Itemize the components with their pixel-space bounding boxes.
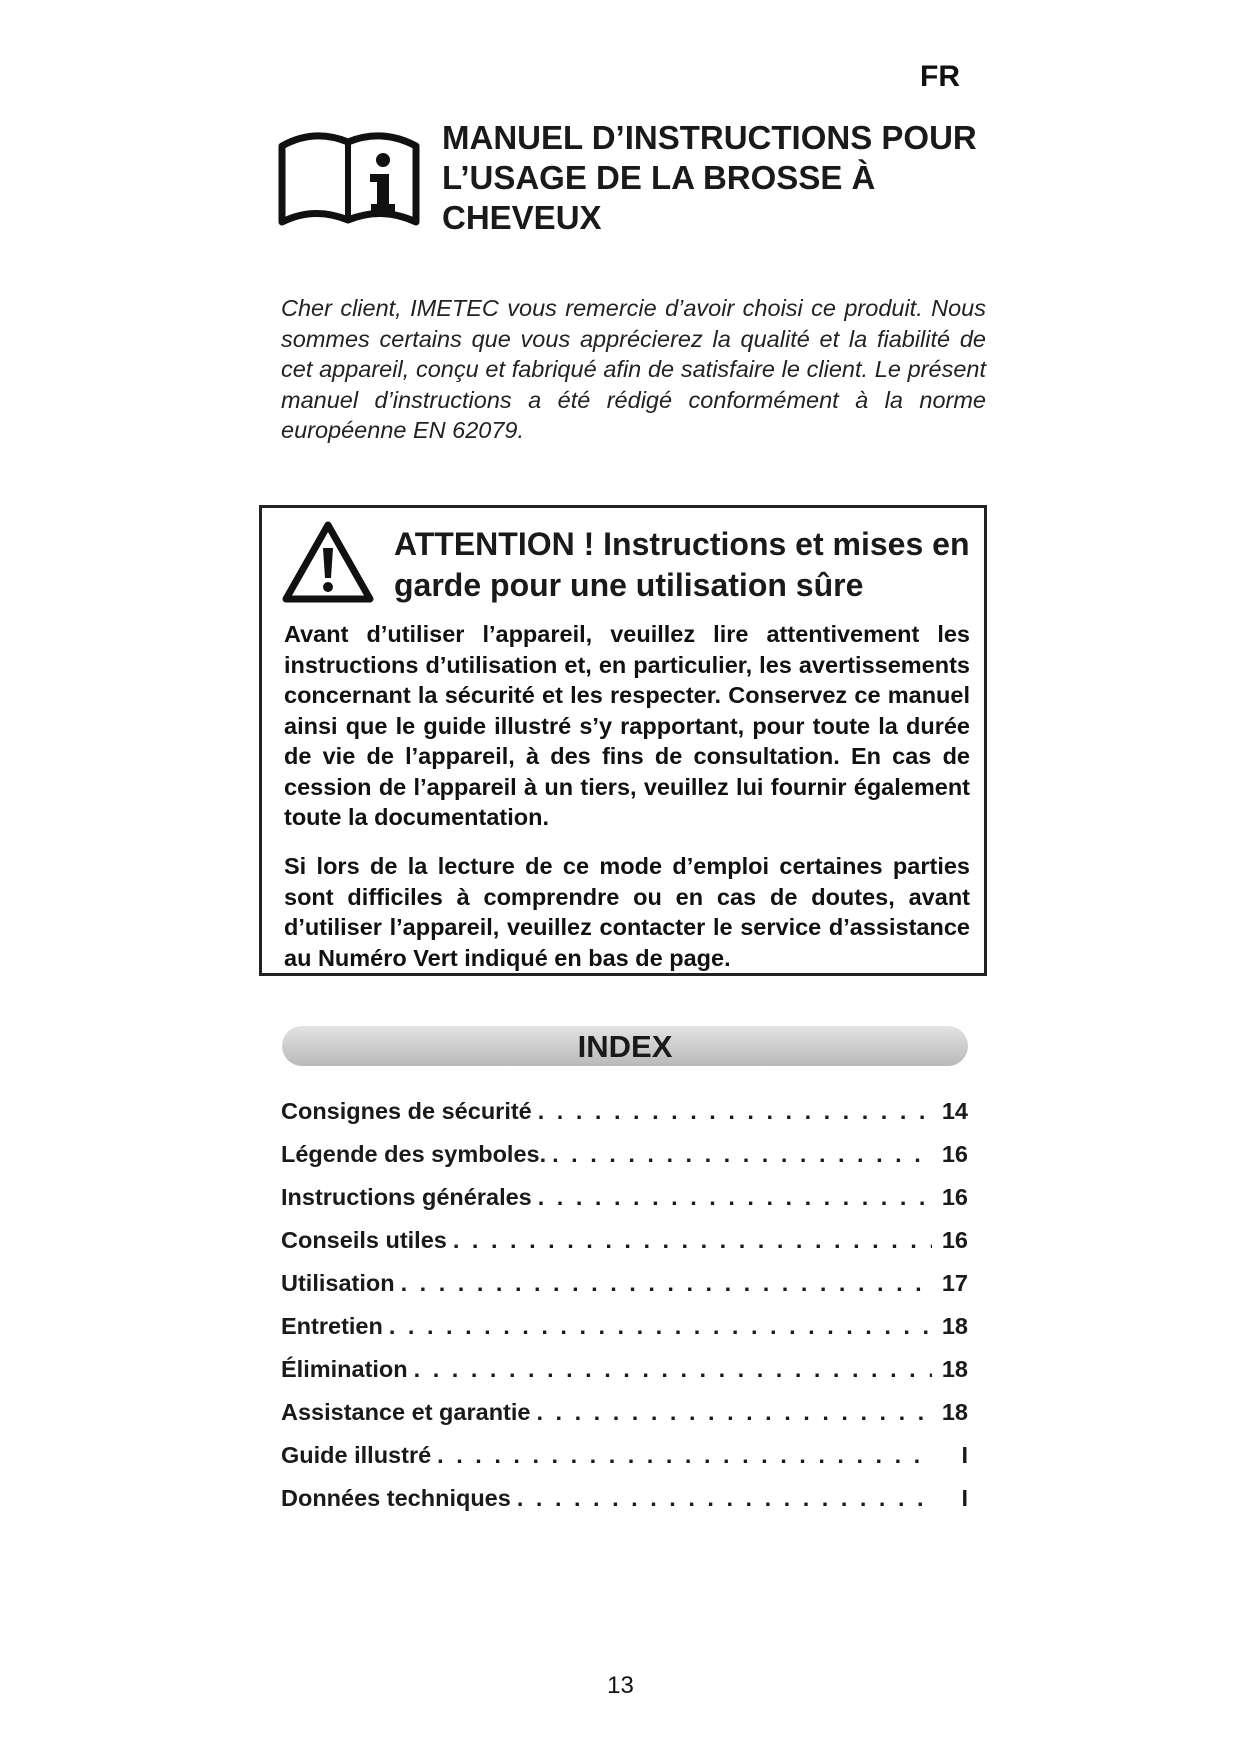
- page-number: 13: [607, 1672, 634, 1699]
- toc-entry: [281, 1098, 968, 1141]
- toc-label: Consignes de sécurité: [281, 1098, 532, 1124]
- toc-entry: [281, 1270, 968, 1313]
- toc-leader: [538, 1098, 932, 1125]
- toc-label: Données techniques: [281, 1485, 511, 1511]
- toc-page: 16: [941, 1227, 968, 1253]
- toc-leader: [414, 1356, 932, 1383]
- toc-page: 16: [941, 1141, 968, 1167]
- table-of-contents: [281, 1098, 968, 1528]
- toc-label: Instructions générales: [281, 1184, 532, 1210]
- toc-label: Guide illustré: [281, 1442, 432, 1468]
- warning-title: ATTENTION ! Instructions et mises en garde pour une utilisation sûre: [394, 526, 970, 603]
- toc-leader: [453, 1227, 932, 1254]
- toc-page: 18: [941, 1356, 968, 1382]
- toc-leader: [389, 1313, 932, 1340]
- toc-leader: [401, 1270, 932, 1297]
- toc-label: Assistance et garantie: [281, 1399, 531, 1425]
- language-code: FR: [920, 60, 960, 93]
- toc-label: Conseils utiles: [281, 1227, 447, 1253]
- toc-entry: [281, 1399, 968, 1442]
- toc-entry: [281, 1485, 968, 1528]
- toc-entry: [281, 1313, 968, 1356]
- toc-label: Entretien: [281, 1313, 383, 1339]
- toc-page: 18: [941, 1399, 968, 1425]
- toc-label: Utilisation: [281, 1270, 395, 1296]
- toc-entry: [281, 1141, 968, 1184]
- toc-leader: [538, 1184, 932, 1211]
- toc-entry: [281, 1356, 968, 1399]
- warning-paragraph-2: Si lors de la lecture de ce mode d’emploi certaines parties sont difficiles à comprendre ou en cas de doutes, avant d’utiliser l’appareil, veuillez contacter le service d’assistance au Numéro Vert indiqué en bas de page.: [284, 853, 970, 971]
- toc-entry: [281, 1227, 968, 1270]
- toc-leader: [437, 1442, 932, 1469]
- toc-page: 17: [941, 1270, 968, 1296]
- toc-entry: [281, 1184, 968, 1227]
- index-heading: INDEX: [282, 1026, 968, 1066]
- toc-leader: [536, 1399, 932, 1426]
- toc-leader: [552, 1141, 932, 1168]
- intro-paragraph: Cher client, IMETEC vous remercie d’avoir choisi ce produit. Nous sommes certains que vous apprécierez la qualité et la fiabilité de cet appareil, conçu et fabriqué afin de satisfaire le client. Le présent manuel d’instructions a été rédigé conformément à la norme européenne EN 62079.: [281, 295, 986, 443]
- toc-leader: [517, 1485, 932, 1512]
- toc-label: Élimination: [281, 1356, 408, 1382]
- toc-page: 16: [941, 1184, 968, 1210]
- warning-paragraph-1: Avant d’utiliser l’appareil, veuillez lire attentivement les instructions d’utilisation et, en particulier, les avertissements concernant la sécurité et les respecter. Conservez ce manuel ainsi que le guide illustré s’y rapportant, pour toute la durée de vie de l’appareil, à des fins de consultation. En cas de cession de l’appareil à un tiers, veuillez lui fournir également toute la documentation.: [284, 621, 970, 830]
- toc-page: I: [961, 1442, 968, 1468]
- page-title: MANUEL D’INSTRUCTIONS POUR L’USAGE DE LA BROSSE À CHEVEUX: [442, 119, 977, 236]
- warning-triangle-icon: [282, 520, 374, 604]
- toc-entry: [281, 1442, 968, 1485]
- toc-label: Légende des symboles.: [281, 1141, 547, 1167]
- toc-page: 14: [941, 1098, 968, 1124]
- info-book-icon: [278, 126, 420, 226]
- toc-page: 18: [941, 1313, 968, 1339]
- toc-page: I: [961, 1485, 968, 1511]
- warning-box: [259, 505, 987, 976]
